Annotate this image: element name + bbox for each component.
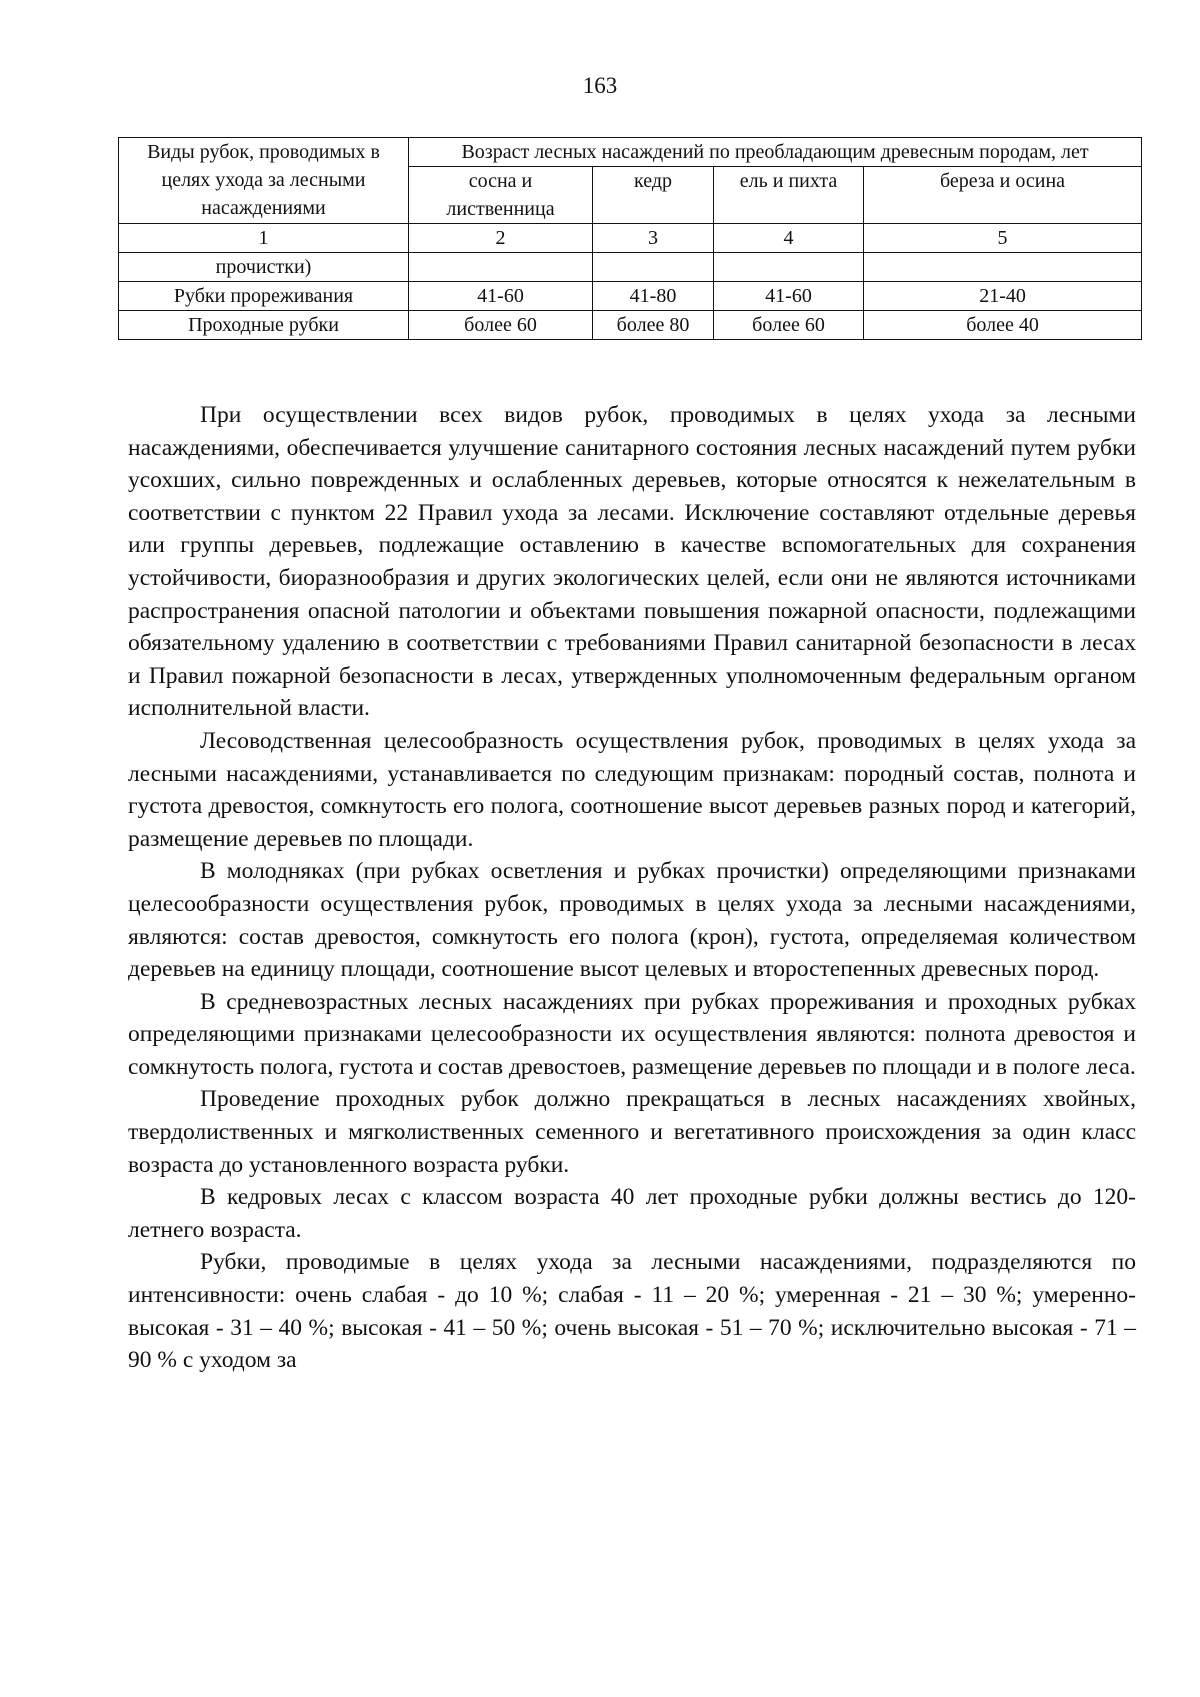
age-cell: более 40	[864, 311, 1142, 340]
age-cell: 21-40	[864, 282, 1142, 311]
age-cell: более 60	[714, 311, 864, 340]
age-cell: 41-60	[409, 282, 593, 311]
column-number: 5	[864, 224, 1142, 253]
body-text	[128, 399, 1136, 1377]
column-number: 2	[409, 224, 593, 253]
paragraph: При осуществлении всех видов рубок, проводимых в целях ухода за лесными насаждениями, обеспечивается улучшение санитарного состояния лесных насаждений путем рубки усохших, сильно поврежденных и ослабленных деревьев, которые относятся к нежелательным в соответствии с пунктом 22 Правил ухода за лесами. Исключение составляют отдельные деревья или группы деревьев, подлежащие оставлению в качестве вспомогательных для сохранения устойчивости, биоразнообразия и других экологических целей, если они не являются источниками распространения опасной патологии и объектами повышения пожарной опасности, подлежащими обязательному удалению в соответствии с требованиями Правил санитарной безопасности в лесах и Правил пожарной безопасности в лесах, утвержденных уполномоченным федеральным органом исполнительной власти.	[128, 402, 1136, 722]
header-species: сосна и лиственница	[409, 167, 593, 224]
header-age-group: Возраст лесных насаждений по преобладающим древесным породам, лет	[409, 138, 1142, 167]
page-number: 163	[582, 73, 618, 98]
table-column-numbers-row	[119, 224, 1142, 253]
age-cell	[593, 253, 714, 282]
paragraph: Рубки, проводимые в целях ухода за лесными насаждениями, подразделяются по интенсивности: очень слабая - до 10 %; слабая - 11 – 20 %; умеренная - 21 – 30 %; умеренно-высокая - 31 – 40 %; высокая - 41 – 50 %; очень высокая - 51 – 70 %; исключительно высокая - 71 – 90 % с уходом за	[128, 1249, 1136, 1374]
column-number: 3	[593, 224, 714, 253]
header-species: ель и пихта	[714, 167, 864, 224]
paragraph: Лесоводственная целесообразность осуществления рубок, проводимых в целях ухода за лесными насаждениями, устанавливается по следующим признакам: породный состав, полнота и густота древостоя, сомкнутость его полога, соотношение высот деревьев разных пород и категорий, размещение деревьев по площади.	[128, 727, 1136, 852]
column-number: 1	[119, 224, 409, 253]
header-species: береза и осина	[864, 167, 1142, 224]
table-row	[119, 311, 1142, 340]
table-row	[119, 253, 1142, 282]
cutting-type-cell: прочистки)	[119, 253, 409, 282]
table-header-row	[119, 138, 1142, 167]
age-cell	[864, 253, 1142, 282]
column-number: 4	[714, 224, 864, 253]
age-cell	[409, 253, 593, 282]
paragraph: В кедровых лесах с классом возраста 40 лет проходные рубки должны вестись до 120-летнего возраста.	[128, 1184, 1136, 1243]
paragraph: В средневозрастных лесных насаждениях при рубках прореживания и проходных рубках определяющими признаками целесообразности их осуществления являются: полнота древостоя и сомкнутость полога, густота и состав древостоев, размещение деревьев по площади и в пологе леса.	[128, 988, 1136, 1080]
paragraph: В молодняках (при рубках осветления и рубках прочистки) определяющими признаками целесообразности осуществления рубок, проводимых в целях ухода за лесными насаждениями, являются: состав древостоя, сомкнутость его полога (крон), густота, определяемая количеством деревьев на единицу площади, соотношение высот целевых и второстепенных древесных пород.	[128, 858, 1136, 983]
cutting-age-table	[118, 137, 1142, 340]
cutting-type-cell: Рубки прореживания	[119, 282, 409, 311]
header-species: кедр	[593, 167, 714, 224]
age-cell	[714, 253, 864, 282]
age-cell: более 60	[409, 311, 593, 340]
age-cell: более 80	[593, 311, 714, 340]
header-cutting-type: Виды рубок, проводимых в целях ухода за лесными насаждениями	[119, 138, 409, 224]
table-row	[119, 282, 1142, 311]
age-cell: 41-60	[714, 282, 864, 311]
cutting-type-cell: Проходные рубки	[119, 311, 409, 340]
age-cell: 41-80	[593, 282, 714, 311]
paragraph: Проведение проходных рубок должно прекращаться в лесных насаждениях хвойных, твердолиственных и мягколиственных семенного и вегетативного происхождения за один класс возраста до установленного возраста рубки.	[128, 1086, 1136, 1178]
